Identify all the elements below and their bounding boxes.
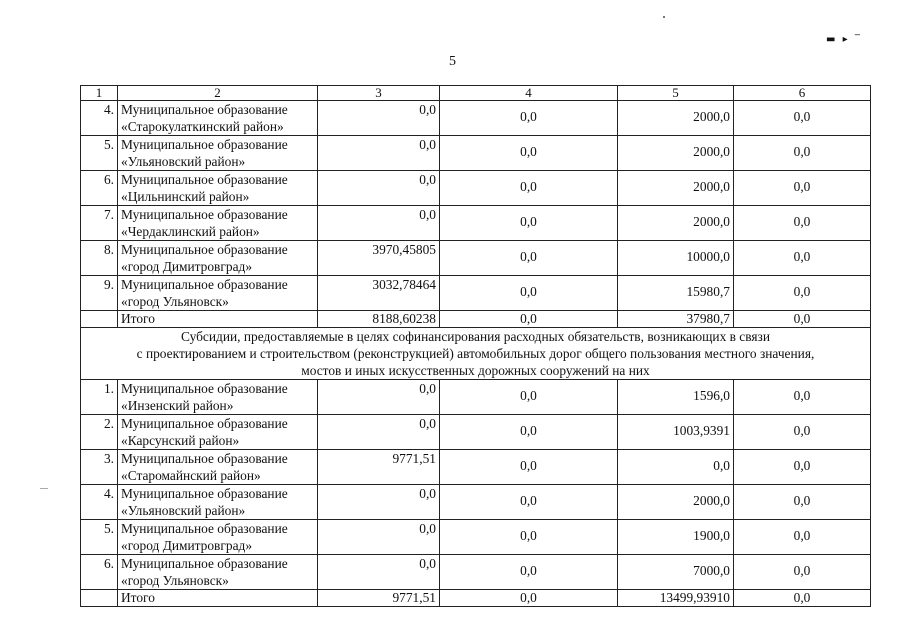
value-col3: 0,0 — [318, 555, 440, 590]
municipality-name-line1: Муниципальное образование — [121, 172, 288, 187]
value-col6 — [734, 520, 871, 555]
header-cell: 3 — [318, 86, 440, 101]
municipality-name-line2: «город Ульяновск» — [121, 573, 229, 588]
value-col4 — [440, 415, 618, 450]
total-empty-cell — [81, 590, 118, 607]
section-title-line: мостов и иных искусственных дорожных сооружений на них — [301, 363, 650, 378]
value-col3: 0,0 — [318, 380, 440, 415]
municipality-name-line1: Муниципальное образование — [121, 556, 288, 571]
row-number: 7. — [81, 206, 118, 241]
corner-scan-mark: ▬ ▸ ‾ — [826, 34, 862, 45]
municipality-name-line1: Муниципальное образование — [121, 486, 288, 501]
value-col5 — [618, 206, 734, 241]
value-col4 — [440, 485, 618, 520]
municipality-name-line2: «Цильнинский район» — [121, 189, 250, 204]
total-label: Итого — [118, 311, 318, 328]
value-col6-text: 0,0 — [793, 284, 811, 299]
total-empty-cell — [81, 311, 118, 328]
total-col5: 37980,7 — [618, 311, 734, 328]
value-col3: 0,0 — [318, 520, 440, 555]
municipality-name — [118, 380, 318, 415]
value-col6-text: 0,0 — [793, 563, 811, 578]
municipality-name-line2: «Ульяновский район» — [121, 503, 246, 518]
table-row — [81, 241, 871, 276]
value-col4 — [440, 450, 618, 485]
column-number-header — [81, 86, 871, 101]
section-title-row — [81, 328, 871, 380]
value-col5-text: 7000,0 — [693, 563, 730, 578]
total-row — [81, 311, 871, 328]
table-row — [81, 171, 871, 206]
municipality-name-line1: Муниципальное образование — [121, 207, 288, 222]
value-col5-text: 2000,0 — [693, 214, 730, 229]
value-col5 — [618, 241, 734, 276]
value-col5 — [618, 555, 734, 590]
section-title — [81, 328, 871, 380]
total-col4: 0,0 — [440, 311, 618, 328]
value-col5-text: 2000,0 — [693, 493, 730, 508]
table-row — [81, 485, 871, 520]
value-col5-text: 0,0 — [713, 458, 730, 473]
municipality-name — [118, 206, 318, 241]
value-col4 — [440, 136, 618, 171]
value-col5-text: 1596,0 — [693, 388, 730, 403]
value-col6 — [734, 450, 871, 485]
value-col5 — [618, 136, 734, 171]
value-col3: 3970,45805 — [318, 241, 440, 276]
row-number: 4. — [81, 101, 118, 136]
value-col5 — [618, 171, 734, 206]
total-col4: 0,0 — [440, 590, 618, 607]
value-col4 — [440, 241, 618, 276]
table-row — [81, 276, 871, 311]
total-col5: 13499,93910 — [618, 590, 734, 607]
value-col6-text: 0,0 — [793, 493, 811, 508]
value-col4 — [440, 206, 618, 241]
header-cell: 5 — [618, 86, 734, 101]
row-number: 5. — [81, 136, 118, 171]
value-col5-text: 10000,0 — [686, 249, 730, 264]
row-number: 3. — [81, 450, 118, 485]
municipality-name-line2: «Инзенский район» — [121, 398, 234, 413]
value-col6 — [734, 380, 871, 415]
value-col6 — [734, 171, 871, 206]
value-col5 — [618, 450, 734, 485]
municipality-name-line2: «Старокулаткинский район» — [121, 119, 284, 134]
municipality-name — [118, 415, 318, 450]
value-col4-text: 0,0 — [520, 423, 537, 438]
value-col5-text: 1900,0 — [693, 528, 730, 543]
value-col6 — [734, 415, 871, 450]
table-row — [81, 520, 871, 555]
municipality-name — [118, 276, 318, 311]
value-col4 — [440, 520, 618, 555]
value-col5-text: 2000,0 — [693, 109, 730, 124]
value-col5 — [618, 415, 734, 450]
margin-tick — [40, 488, 48, 489]
value-col3: 0,0 — [318, 485, 440, 520]
value-col6-text: 0,0 — [793, 179, 811, 194]
header-cell: 1 — [81, 86, 118, 101]
value-col6 — [734, 276, 871, 311]
row-number: 2. — [81, 415, 118, 450]
table-row — [81, 450, 871, 485]
value-col4-text: 0,0 — [520, 563, 537, 578]
total-col6: 0,0 — [734, 590, 871, 607]
municipality-name — [118, 136, 318, 171]
total-label: Итого — [118, 590, 318, 607]
value-col6-text: 0,0 — [793, 388, 811, 403]
value-col3: 0,0 — [318, 415, 440, 450]
municipality-name-line2: «город Ульяновск» — [121, 294, 229, 309]
municipality-name — [118, 241, 318, 276]
table-row — [81, 555, 871, 590]
header-cell: 4 — [440, 86, 618, 101]
value-col6-text: 0,0 — [793, 528, 811, 543]
scan-speck — [663, 16, 665, 18]
value-col4-text: 0,0 — [520, 144, 537, 159]
value-col6 — [734, 485, 871, 520]
row-number: 4. — [81, 485, 118, 520]
header-cell: 6 — [734, 86, 871, 101]
value-col3: 9771,51 — [318, 450, 440, 485]
municipality-name-line1: Муниципальное образование — [121, 137, 288, 152]
subsidies-table — [80, 85, 871, 607]
header-cell: 2 — [118, 86, 318, 101]
total-col3: 9771,51 — [318, 590, 440, 607]
value-col4-text: 0,0 — [520, 214, 537, 229]
municipality-name — [118, 171, 318, 206]
table-row — [81, 380, 871, 415]
value-col6 — [734, 206, 871, 241]
value-col4-text: 0,0 — [520, 458, 537, 473]
municipality-name-line1: Муниципальное образование — [121, 242, 288, 257]
municipality-name-line1: Муниципальное образование — [121, 416, 288, 431]
value-col5 — [618, 520, 734, 555]
municipality-name-line2: «Ульяновский район» — [121, 154, 246, 169]
municipality-name-line2: «Карсунский район» — [121, 433, 240, 448]
municipality-name — [118, 555, 318, 590]
value-col6 — [734, 136, 871, 171]
value-col5-text: 1003,9391 — [673, 423, 730, 438]
municipality-name-line2: «Старомайнский район» — [121, 468, 261, 483]
municipality-name-line1: Муниципальное образование — [121, 381, 288, 396]
municipality-name-line1: Муниципальное образование — [121, 277, 288, 292]
value-col4 — [440, 171, 618, 206]
row-number: 6. — [81, 171, 118, 206]
value-col6-text: 0,0 — [793, 458, 811, 473]
value-col5 — [618, 276, 734, 311]
municipality-name-line2: «Чердаклинский район» — [121, 224, 260, 239]
value-col6-text: 0,0 — [793, 214, 811, 229]
value-col3: 0,0 — [318, 206, 440, 241]
value-col4-text: 0,0 — [520, 179, 537, 194]
value-col5 — [618, 485, 734, 520]
value-col3: 0,0 — [318, 171, 440, 206]
value-col3: 0,0 — [318, 136, 440, 171]
value-col6 — [734, 101, 871, 136]
row-number: 5. — [81, 520, 118, 555]
value-col4-text: 0,0 — [520, 388, 537, 403]
value-col5 — [618, 101, 734, 136]
section-title-line: с проектированием и строительством (реконструкцией) автомобильных дорог общего пользования местного значения, — [136, 346, 815, 361]
table-row — [81, 206, 871, 241]
value-col5-text: 2000,0 — [693, 179, 730, 194]
total-col3: 8188,60238 — [318, 311, 440, 328]
row-number: 6. — [81, 555, 118, 590]
municipality-name-line1: Муниципальное образование — [121, 521, 288, 536]
value-col4-text: 0,0 — [520, 249, 537, 264]
value-col4-text: 0,0 — [520, 284, 537, 299]
value-col5 — [618, 380, 734, 415]
value-col3: 0,0 — [318, 101, 440, 136]
value-col6-text: 0,0 — [793, 423, 811, 438]
value-col6-text: 0,0 — [793, 109, 811, 124]
table-row — [81, 101, 871, 136]
value-col4-text: 0,0 — [520, 493, 537, 508]
value-col4 — [440, 276, 618, 311]
municipality-name-line1: Муниципальное образование — [121, 451, 288, 466]
value-col6-text: 0,0 — [793, 249, 811, 264]
municipality-name-line2: «город Димитровград» — [121, 538, 253, 553]
table-row — [81, 415, 871, 450]
municipality-name — [118, 520, 318, 555]
municipality-name — [118, 485, 318, 520]
value-col5-text: 15980,7 — [686, 284, 730, 299]
value-col3: 3032,78464 — [318, 276, 440, 311]
value-col4 — [440, 380, 618, 415]
municipality-name-line1: Муниципальное образование — [121, 102, 288, 117]
table-row — [81, 136, 871, 171]
page-number: 5 — [449, 54, 456, 69]
value-col6 — [734, 555, 871, 590]
row-number: 1. — [81, 380, 118, 415]
total-col6: 0,0 — [734, 311, 871, 328]
municipality-name — [118, 101, 318, 136]
total-row — [81, 590, 871, 607]
value-col4-text: 0,0 — [520, 109, 537, 124]
row-number: 8. — [81, 241, 118, 276]
value-col4 — [440, 555, 618, 590]
value-col6-text: 0,0 — [793, 144, 811, 159]
value-col6 — [734, 241, 871, 276]
municipality-name — [118, 450, 318, 485]
value-col4 — [440, 101, 618, 136]
value-col5-text: 2000,0 — [693, 144, 730, 159]
municipality-name-line2: «город Димитровград» — [121, 259, 253, 274]
row-number: 9. — [81, 276, 118, 311]
value-col4-text: 0,0 — [520, 528, 537, 543]
section-title-line: Субсидии, предоставляемые в целях софинансирования расходных обязательств, возникающих в связи — [180, 329, 771, 344]
